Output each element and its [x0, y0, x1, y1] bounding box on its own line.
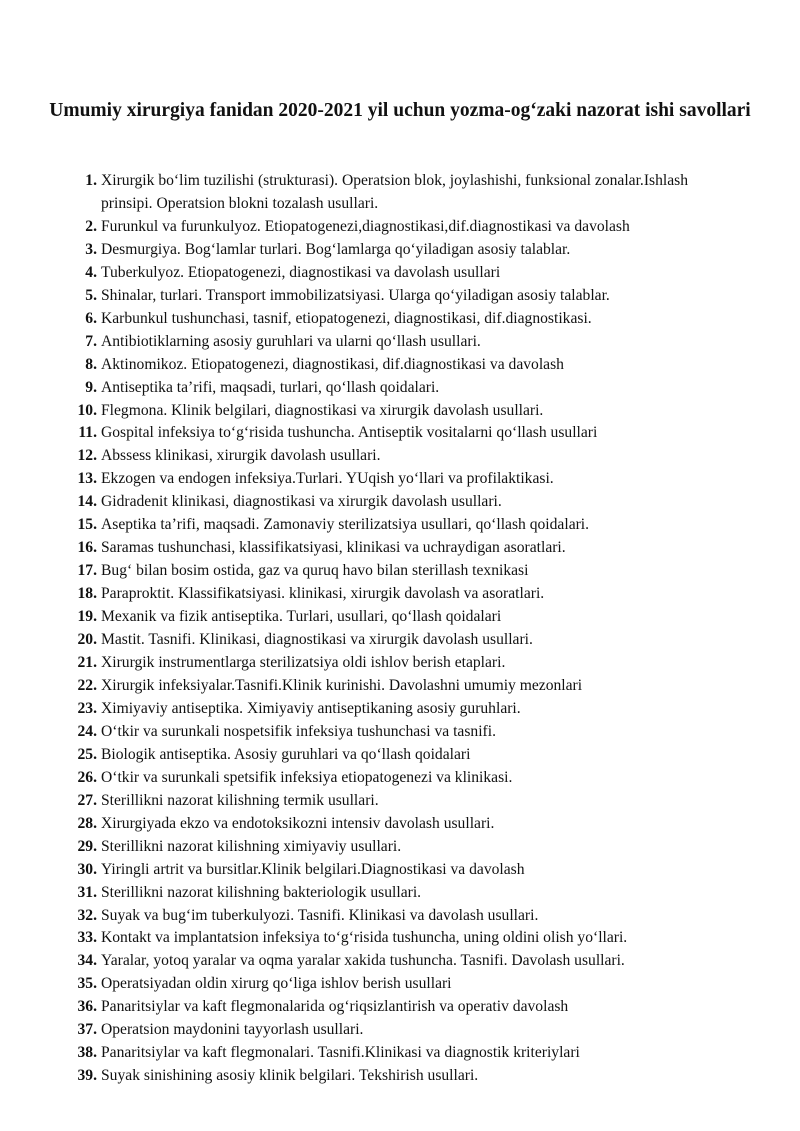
question-item — [0, 445, 800, 468]
question-number: 2. — [85, 217, 97, 235]
question-item — [0, 170, 800, 216]
question-text: Xirurgiyada ekzo va endotoksikozni intensiv davolash usullari. — [101, 814, 495, 832]
question-item — [0, 905, 800, 928]
question-text: Sterillikni nazorat kilishning bakteriologik usullari. — [101, 883, 422, 901]
question-number: 19. — [77, 608, 97, 626]
question-number: 22. — [77, 676, 97, 694]
question-number: 38. — [77, 1044, 97, 1062]
question-text: Antiseptika ta’rifi, maqsadi, turlari, qo‘llash qoidalari. — [101, 378, 440, 396]
question-item — [0, 767, 800, 790]
question-item — [0, 468, 800, 491]
question-text: Paraproktit. Klassifikatsiyasi. klinikasi, xirurgik davolash va asoratlari. — [101, 585, 545, 603]
question-number: 3. — [85, 240, 97, 258]
question-text: Gospital infeksiya to‘g‘risida tushuncha. Antiseptik vositalarni qo‘llash usullari — [101, 424, 598, 442]
question-number: 39. — [77, 1067, 97, 1085]
question-item — [0, 950, 800, 973]
question-number: 1. — [85, 172, 97, 189]
question-text: Abssess klinikasi, xirurgik davolash usullari. — [101, 447, 381, 465]
question-text: Flegmona. Klinik belgilari, diagnostikasi va xirurgik davolash usullari. — [101, 401, 544, 419]
question-text: Mastit. Tasnifi. Klinikasi, diagnostikasi va xirurgik davolash usullari. — [101, 631, 533, 649]
question-item — [0, 354, 800, 377]
question-number: 24. — [77, 722, 97, 740]
question-item — [0, 285, 800, 308]
question-text: Panaritsiylar va kaft flegmonalari. Tasnifi.Klinikasi va diagnostik kriteriylari — [101, 1044, 580, 1062]
question-item — [0, 652, 800, 675]
question-item — [0, 927, 800, 950]
question-text: Desmurgiya. Bog‘lamlar turlari. Bog‘lamlarga qo‘yiladigan asosiy talablar. — [101, 240, 571, 258]
question-text: Furunkul va furunkulyoz. Etiopatogenezi,diagnostikasi,dif.diagnostikasi va davolash — [101, 217, 630, 235]
question-number: 14. — [77, 493, 97, 511]
question-item — [0, 813, 800, 836]
question-text: Xirurgik infeksiyalar.Tasnifi.Klinik kurinishi. Davolashni umumiy mezonlari — [101, 676, 583, 694]
question-item — [0, 514, 800, 537]
question-text: Operatsiyadan oldin xirurg qo‘liga ishlov berish usullari — [101, 975, 452, 993]
question-text: Sterillikni nazorat kilishning termik usullari. — [101, 791, 379, 809]
question-text: Aseptika ta’rifi, maqsadi. Zamonaviy sterilizatsiya usullari, qo‘llash qoidalari. — [101, 516, 590, 534]
question-number: 28. — [77, 814, 97, 832]
question-text: Yiringli artrit va bursitlar.Klinik belgilari.Diagnostikasi va davolash — [101, 860, 525, 878]
question-text: Tuberkulyoz. Etiopatogenezi, diagnostikasi va davolash usullari — [101, 263, 501, 281]
question-number: 26. — [77, 768, 97, 786]
question-text: Sterillikni nazorat kilishning ximiyaviy usullari. — [101, 837, 402, 855]
question-text: Suyak sinishining asosiy klinik belgilari. Tekshirish usullari. — [101, 1067, 479, 1085]
question-number: 25. — [77, 745, 97, 763]
question-item — [0, 1019, 800, 1042]
question-number: 11. — [78, 424, 97, 442]
question-number: 29. — [77, 837, 97, 855]
question-number: 8. — [85, 355, 97, 373]
question-item — [0, 491, 800, 514]
question-number: 32. — [77, 906, 97, 924]
question-text: O‘tkir va surunkali nospetsifik infeksiya tushunchasi va tasnifi. — [101, 722, 496, 740]
question-list — [0, 170, 800, 1088]
question-text: Kontakt va implantatsion infeksiya to‘g‘risida tushuncha, uning oldini olish yo‘llari. — [101, 929, 628, 947]
question-text: Biologik antiseptika. Asosiy guruhlari va qo‘llash qoidalari — [101, 745, 471, 763]
question-item — [0, 560, 800, 583]
question-number: 34. — [77, 952, 97, 970]
question-item — [0, 422, 800, 445]
question-item — [0, 583, 800, 606]
question-number: 27. — [77, 791, 97, 809]
question-number: 23. — [77, 699, 97, 717]
question-text: Saramas tushunchasi, klassifikatsiyasi, klinikasi va uchraydigan asoratlari. — [101, 539, 566, 557]
question-number: 33. — [77, 929, 97, 947]
question-number: 6. — [85, 309, 97, 327]
question-number: 7. — [85, 332, 97, 350]
question-number: 15. — [77, 516, 97, 534]
question-item — [0, 239, 800, 262]
question-text: Ximiyaviy antiseptika. Ximiyaviy antiseptikaning asosiy guruhlari. — [101, 699, 521, 717]
question-text: Yaralar, yotoq yaralar va oqma yaralar xakida tushuncha. Tasnifi. Davolash usullari. — [101, 952, 625, 970]
question-number: 20. — [77, 631, 97, 649]
question-item — [0, 331, 800, 354]
question-number: 12. — [77, 447, 97, 465]
question-item — [0, 996, 800, 1019]
question-number: 30. — [77, 860, 97, 878]
question-number: 36. — [77, 998, 97, 1016]
question-item — [0, 377, 800, 400]
document-title: Umumiy xirurgiya fanidan 2020-2021 yil uchun yozma-og‘zaki nazorat ishi savollari — [49, 100, 751, 121]
question-number: 10. — [77, 401, 97, 419]
question-text: Xirurgik instrumentlarga sterilizatsiya oldi ishlov berish etaplari. — [101, 654, 506, 672]
question-text: Mexanik va fizik antiseptika. Turlari, usullari, qo‘llash qoidalari — [101, 608, 502, 626]
question-number: 31. — [77, 883, 97, 901]
question-text: Gidradenit klinikasi, diagnostikasi va xirurgik davolash usullari. — [101, 493, 502, 511]
question-item — [0, 400, 800, 423]
question-text: Bug‘ bilan bosim ostida, gaz va quruq havo bilan sterillash texnikasi — [101, 562, 529, 580]
question-number: 4. — [85, 263, 97, 281]
question-item — [0, 721, 800, 744]
question-item — [0, 1065, 800, 1088]
question-text: Xirurgik bo‘lim tuzilishi (strukturasi). Operatsion blok, joylashishi, funksional zonalar.Ishlash prinsipi. Operatsion blokni tozalash usullari. — [101, 172, 688, 212]
question-item — [0, 744, 800, 767]
question-number: 16. — [77, 539, 97, 557]
question-text: Panaritsiylar va kaft flegmonalarida og‘riqsizlantirish va operativ davolash — [101, 998, 569, 1016]
question-number: 5. — [85, 286, 97, 304]
question-text: Antibiotiklarning asosiy guruhlari va ularni qo‘llash usullari. — [101, 332, 481, 350]
question-item — [0, 606, 800, 629]
question-number: 13. — [77, 470, 97, 488]
question-item — [0, 1042, 800, 1065]
question-number: 37. — [77, 1021, 97, 1039]
question-item — [0, 973, 800, 996]
question-text: Karbunkul tushunchasi, tasnif, etiopatogenezi, diagnostikasi, dif.diagnostikasi. — [101, 309, 592, 327]
question-number: 21. — [77, 654, 97, 672]
question-item — [0, 216, 800, 239]
question-item — [0, 675, 800, 698]
question-item — [0, 629, 800, 652]
question-item — [0, 859, 800, 882]
question-text: O‘tkir va surunkali spetsifik infeksiya etiopatogenezi va klinikasi. — [101, 768, 513, 786]
question-item — [0, 882, 800, 905]
question-item — [0, 698, 800, 721]
question-text: Ekzogen va endogen infeksiya.Turlari. YUqish yo‘llari va profilaktikasi. — [101, 470, 554, 488]
question-item — [0, 308, 800, 331]
question-text: Shinalar, turlari. Transport immobilizatsiyasi. Ularga qo‘yiladigan asosiy talablar. — [101, 286, 610, 304]
question-item — [0, 262, 800, 285]
question-item — [0, 790, 800, 813]
question-number: 9. — [85, 378, 97, 396]
question-number: 17. — [77, 562, 97, 580]
question-number: 35. — [77, 975, 97, 993]
question-text: Aktinomikoz. Etiopatogenezi, diagnostikasi, dif.diagnostikasi va davolash — [101, 355, 564, 373]
question-text: Suyak va bug‘im tuberkulyozi. Tasnifi. Klinikasi va davolash usullari. — [101, 906, 539, 924]
question-item — [0, 836, 800, 859]
question-item — [0, 537, 800, 560]
question-number: 18. — [77, 585, 97, 603]
question-text: Operatsion maydonini tayyorlash usullari. — [101, 1021, 364, 1039]
